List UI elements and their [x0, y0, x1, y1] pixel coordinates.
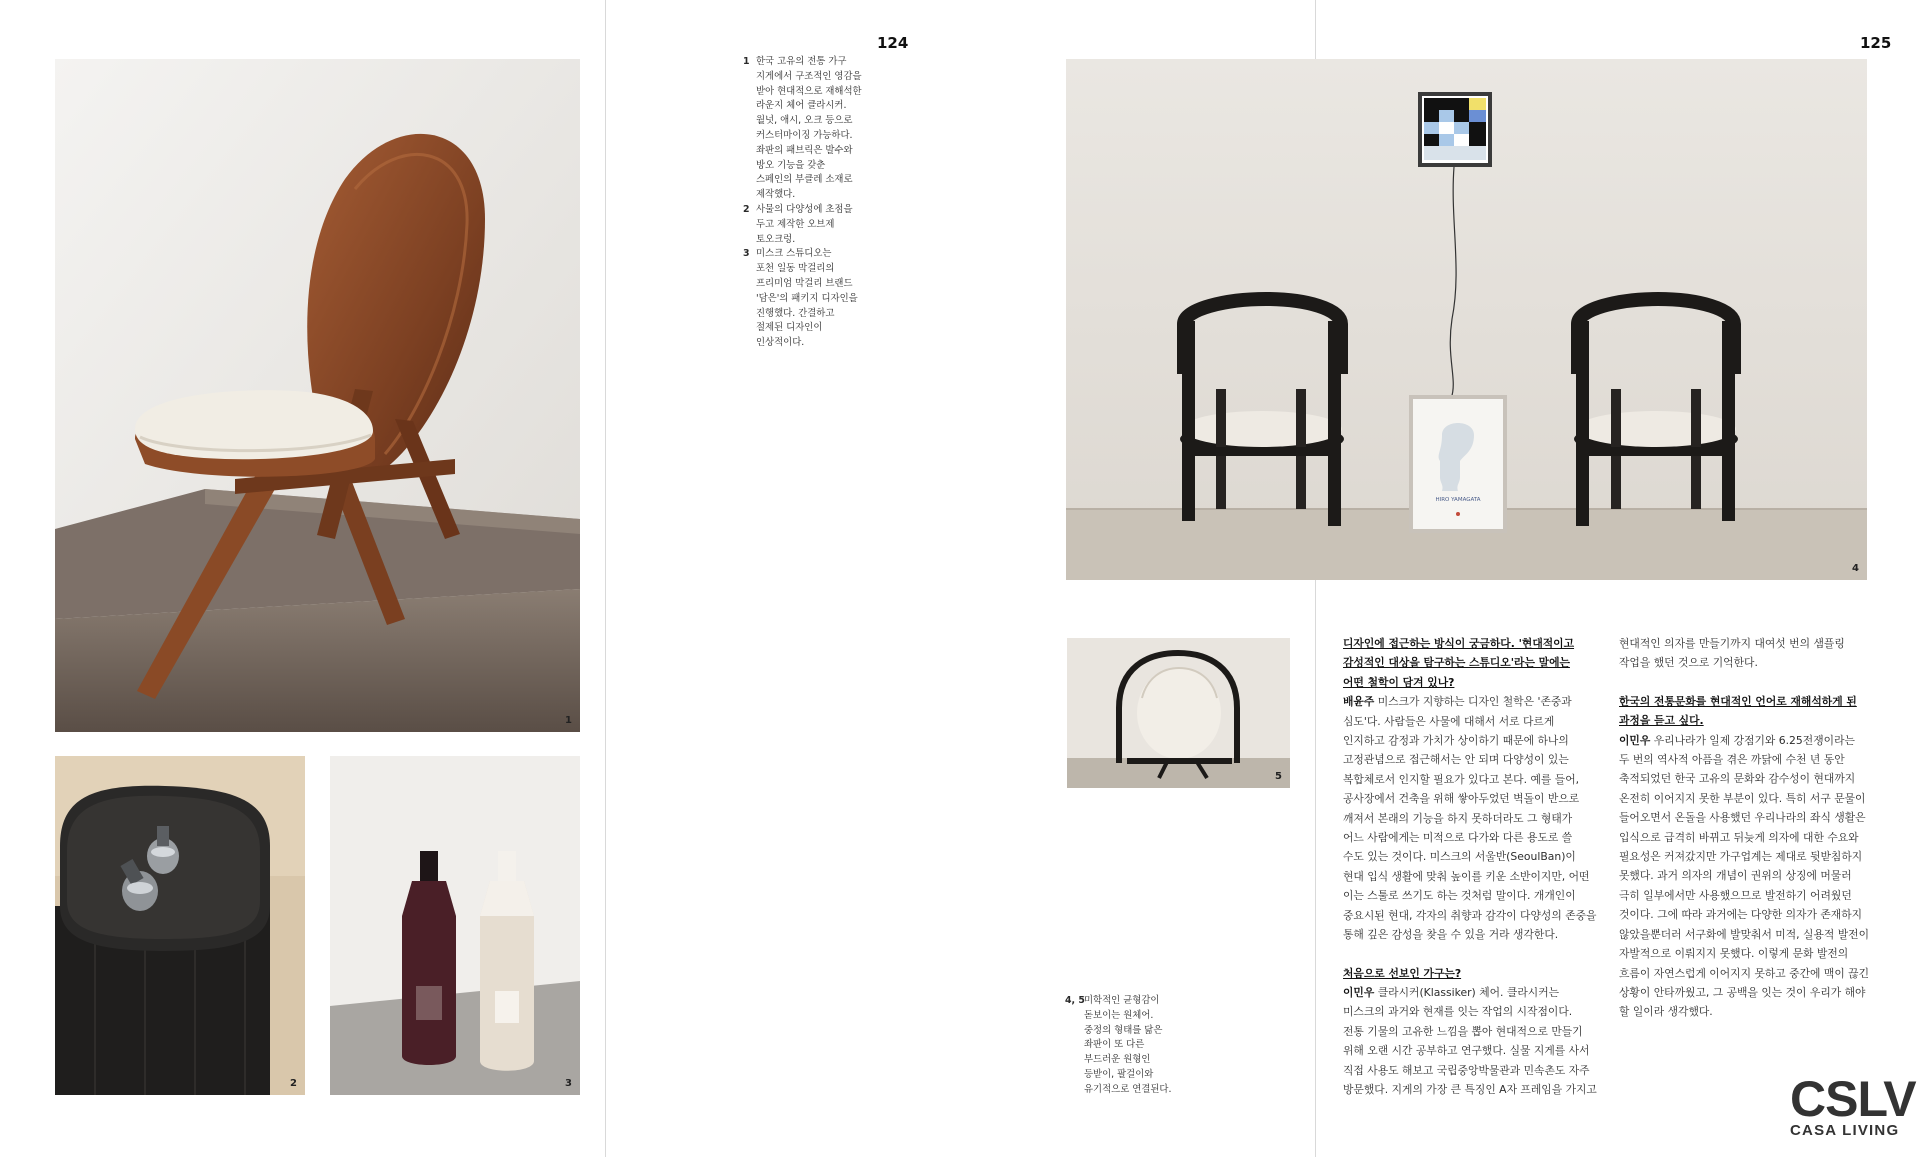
answer-speaker: 이민우: [1619, 733, 1651, 747]
answer-line: 복합체로서 인지할 필요가 있다고 본다. 예를 들어,: [1343, 772, 1580, 786]
answer-line: 현대 입식 생활에 맞춰 높이를 키운 소반이지만, 어떤: [1343, 869, 1590, 883]
caption-line: 지게에서 구조적인 영감을: [756, 70, 862, 82]
caption-line: 좌판이 또 다른: [1084, 1039, 1145, 1051]
caption-line: 받아 현대적으로 재해석한: [756, 85, 862, 97]
photo-number-5: 5: [1275, 771, 1282, 782]
answer-speaker: 이민우: [1343, 985, 1375, 999]
answer-line: 극히 일부에서만 사용했으므로 발전하기 어려웠던: [1619, 888, 1852, 902]
answer-line: 두 번의 역사적 아픔을 겪은 까닭에 수천 년 동안: [1619, 753, 1845, 767]
leaning-poster: [1409, 395, 1507, 533]
caption-line: 절제된 디자인이: [756, 322, 823, 334]
caption-line: 제작했다.: [756, 189, 796, 201]
logo-main-text: CSLV: [1790, 1071, 1916, 1127]
interview-question-1: [1343, 634, 1603, 692]
answer-line: 수도 있는 것이다. 미스크의 서울반(SeoulBan)이: [1343, 850, 1576, 864]
chair-top-view-illustration: [1067, 638, 1290, 788]
answer-line: 미스크의 과거와 현재를 잇는 작업의 시작점이다.: [1343, 1005, 1573, 1019]
caption-line: 커스터마이징 가능하다.: [756, 129, 853, 141]
photo-number-4: 4: [1852, 563, 1859, 574]
caption-number: 3: [743, 248, 750, 260]
interview-answer-2: [1343, 983, 1603, 1099]
caption-item: [743, 247, 893, 351]
answer-line: 입식으로 급격히 바뀌고 뒤늦게 의자에 대한 수요와: [1619, 830, 1859, 844]
question-line: 과정을 듣고 싶다.: [1619, 714, 1704, 728]
caption-line: 미학적인 균형감이: [1084, 995, 1160, 1006]
caption-line: 미스크 스튜디오는: [756, 248, 832, 260]
interview-answer-1: [1343, 692, 1603, 944]
caption-line: 라운지 체어 클라시커.: [756, 100, 847, 112]
photo-lounge-chair: [55, 59, 580, 732]
answer-line: 온전히 이어지지 못한 부분이 있다. 특히 서구 문물이: [1619, 791, 1866, 805]
answer-speaker: 배윤주: [1343, 695, 1375, 709]
logo-sub-text: CASA LIVING: [1790, 1122, 1900, 1139]
caption-line: 유기적으로 연결된다.: [1084, 1083, 1172, 1095]
caption-number: 1: [743, 56, 750, 67]
caption-line: 두고 제작한 오브제: [756, 218, 835, 230]
answer-line: 우리나라가 일제 강점기와 6.25전쟁이라는: [1650, 733, 1855, 747]
answer-line: 방문했다. 지게의 가장 큰 특징인 A자 프레임을 가지고: [1343, 1082, 1597, 1096]
caption-line: 프리미엄 막걸리 브랜드: [756, 277, 853, 289]
caption-line: 방오 기능을 갖춘: [756, 159, 826, 171]
photo-number-2: 2: [290, 1078, 297, 1089]
photo-number-1: 1: [565, 715, 572, 726]
answer-line: 축적되었던 한국 고유의 문화와 감수성이 현대까지: [1619, 772, 1856, 786]
interview-question-2: [1343, 964, 1603, 983]
answer-line: 작업을 했던 것으로 기억한다.: [1619, 656, 1758, 670]
answer-line: 필요성은 커져갔지만 가구업계는 제대로 뒷받침하지: [1619, 850, 1863, 864]
answer-line: 이는 스툴로 쓰기도 하는 것처럼 말이다. 개개인이: [1343, 889, 1576, 903]
answer-line: 들어오면서 온돌을 사용했던 우리나라의 좌식 생활은: [1619, 811, 1866, 825]
photo-chair-top-view: [1067, 638, 1290, 788]
answer-line: 공사장에서 건축을 위해 쌓아두었던 벽돌이 반으로: [1343, 792, 1580, 806]
answer-line: 위해 오랜 시간 공부하고 연구했다. 실물 지게를 사서: [1343, 1044, 1590, 1058]
page-divider-left: [605, 0, 606, 1157]
answer-line: 자발적으로 이뤄지지 못했다. 이렇게 문화 발전의: [1619, 947, 1849, 961]
bottles-illustration: [330, 756, 580, 1095]
caption-item: [743, 203, 893, 247]
answer-line: 어느 사람에게는 미적으로 다가와 다른 용도로 쓸: [1343, 831, 1573, 845]
question-line: 감성적인 대상을 탐구하는 스튜디오'라는 말에는: [1343, 656, 1570, 670]
caption-line: 중정의 형태를 닮은: [1084, 1024, 1163, 1036]
photo-makgeolli-bottles: [330, 756, 580, 1095]
question-line: 어떤 철학이 담겨 있나?: [1343, 675, 1455, 689]
interview-answer-continued: [1619, 634, 1879, 673]
answer-line: 고정관념으로 접근해서는 안 되며 다양성이 있는: [1343, 753, 1569, 767]
answer-line: 상황이 안타까웠고, 그 공백을 잇는 것이 우리가 해야: [1619, 985, 1866, 999]
answer-line: 인지하고 감정과 가치가 상이하기 때문에 하나의: [1343, 734, 1569, 748]
photo-captions-1-3: [743, 55, 893, 351]
caption-line: '담은'의 패키지 디자인을: [756, 292, 858, 304]
answer-line: 심도'다. 사람들은 사물에 대해서 서로 다르게: [1343, 714, 1555, 728]
photo-number-3: 3: [565, 1078, 572, 1089]
answer-line: 것이다. 그에 따라 과거에는 다양한 의자가 존재하지: [1619, 908, 1863, 922]
black-armchairs-illustration: [1066, 59, 1867, 580]
caption-line: 한국 고유의 전통 가구: [756, 56, 847, 67]
interview-answer-3: [1619, 731, 1879, 1022]
pixel-art-frame: [1418, 92, 1492, 167]
photo-caption-4-5: [1065, 994, 1180, 1098]
article-column-2: [1619, 634, 1879, 1022]
photo-spinning-tops: [55, 756, 305, 1095]
answer-line: 못했다. 과거 의자의 개념이 권위의 상징에 머물러: [1619, 869, 1852, 883]
caption-line: 스페인의 부클레 소재로: [756, 174, 853, 186]
answer-line: 중요시된 현대, 각자의 취향과 감각이 다양성의 존중을: [1343, 908, 1597, 922]
question-line: 디자인에 접근하는 방식이 궁금하다. '현대적이고: [1343, 637, 1575, 650]
question-line: 처음으로 선보인 가구는?: [1343, 966, 1462, 980]
caption-item: [743, 55, 893, 203]
interview-question-3: [1619, 692, 1879, 731]
answer-line: 통해 깊은 감성을 찾을 수 있을 거라 생각한다.: [1343, 928, 1559, 942]
black-side-table-illustration: [55, 756, 305, 1095]
page-number-124: 124: [877, 34, 909, 52]
answer-line: 않았을뿐더러 서구화에 발맞춰서 미적, 실용적 발전이: [1619, 927, 1870, 941]
caption-line: 토오크렁.: [756, 233, 796, 245]
caption-line: 등받이, 팔걸이와: [1084, 1068, 1154, 1080]
caption-line: 좌판의 패브릭은 발수와: [756, 144, 853, 156]
answer-line: 직접 사용도 해보고 국립중앙박물관과 민속촌도 자주: [1343, 1063, 1590, 1077]
question-line: 한국의 전통문화를 현대적인 언어로 재해석하게 된: [1619, 694, 1857, 708]
caption-line: 부드러운 원형인: [1084, 1054, 1151, 1066]
answer-line: 할 일이라 생각했다.: [1619, 1005, 1713, 1019]
caption-line: 진행했다. 간결하고: [756, 307, 835, 319]
answer-line: 미스크가 지향하는 디자인 철학은 '존중과: [1374, 695, 1572, 709]
caption-line: 포천 일동 막걸리의: [756, 263, 835, 275]
cslv-logo: [1790, 1071, 1916, 1139]
caption-number: 2: [743, 203, 750, 215]
answer-line: 깨져서 본래의 기능을 하지 못하더라도 그 형태가: [1343, 811, 1573, 825]
answer-line: 흐름이 자연스럽게 이어지지 못하고 중간에 맥이 끊긴: [1619, 966, 1870, 980]
answer-line: 현대적인 의자를 만들기까지 대여섯 번의 샘플링: [1619, 637, 1845, 650]
article-column-1: [1343, 634, 1603, 1099]
caption-line: 인상적이다.: [756, 337, 805, 349]
photo-black-chairs: [1066, 59, 1867, 580]
caption-number: 4, 5: [1065, 995, 1085, 1006]
caption-line: 월넛, 애시, 오크 등으로: [756, 115, 853, 127]
caption-line: 돋보이는 원체어.: [1084, 1009, 1154, 1021]
caption-text: [1065, 994, 1180, 1098]
page-number-125: 125: [1860, 34, 1892, 52]
caption-line: 사물의 다양성에 초점을: [756, 203, 853, 215]
poster-text: HIRO YAMAGATA: [1435, 497, 1481, 503]
answer-line: 전통 기물의 고유한 느낌을 뽑아 현대적으로 만들기: [1343, 1024, 1583, 1038]
answer-line: 클라시커(Klassiker) 체어. 클라시커는: [1374, 985, 1560, 999]
lounge-chair-illustration: [55, 59, 580, 732]
